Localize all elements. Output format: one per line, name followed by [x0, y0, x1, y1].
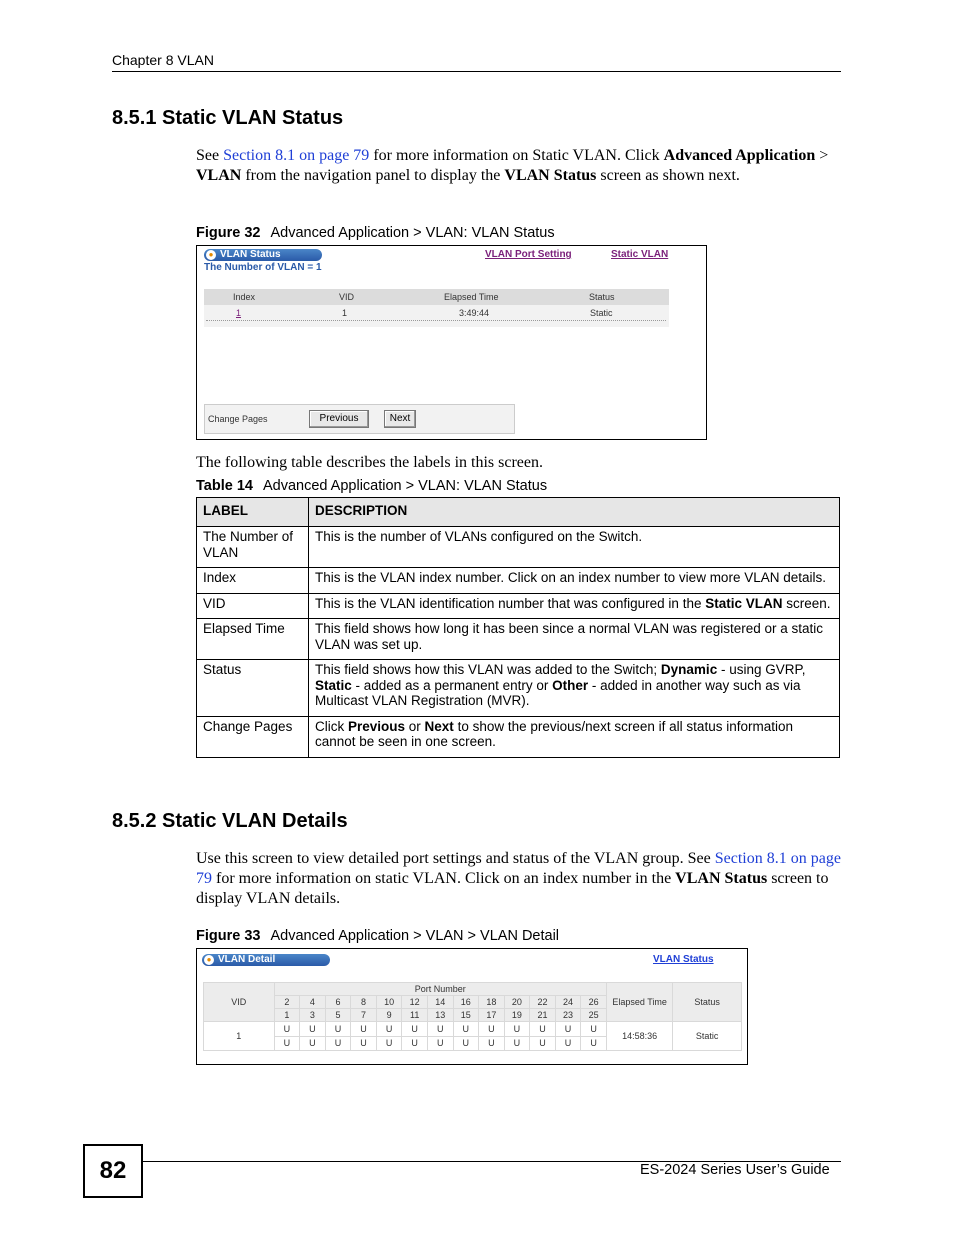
port-number-cell: 5 — [325, 1009, 351, 1022]
port-number-cell: 10 — [376, 996, 402, 1009]
static-vlan-link[interactable]: Static VLAN — [611, 249, 669, 260]
row-description: This field shows how long it has been since a normal VLAN was registered or a static VLAN was set up. — [309, 619, 840, 660]
section1-paragraph: See Section 8.1 on page 79 for more information on Static VLAN. Click Advanced Application > VLAN from the navigation panel to display the VLAN Status screen as shown next. — [196, 147, 829, 184]
port-number-cell: 18 — [479, 996, 505, 1009]
port-value-cell: U — [453, 1036, 479, 1051]
port-value-cell: U — [376, 1036, 402, 1051]
row-label: VID — [197, 593, 309, 619]
row-vid: 1 — [342, 308, 348, 318]
port-value-cell: U — [504, 1036, 530, 1051]
port-number-cell: 20 — [504, 996, 530, 1009]
vlan-detail-screen — [196, 948, 748, 1065]
port-value-cell: U — [325, 1022, 351, 1037]
port-number-cell: 6 — [325, 996, 351, 1009]
figure-32-caption: Figure 32 Advanced Application > VLAN: VLAN Status — [196, 225, 555, 241]
table-14-caption: Table 14 Advanced Application > VLAN: VLAN Status — [196, 478, 548, 494]
chapter-header: Chapter 8 VLAN — [112, 52, 214, 68]
detail-elapsed: 14:58:36 — [606, 1022, 672, 1051]
next-button[interactable]: Next — [384, 410, 416, 428]
table-header-row — [197, 498, 840, 527]
port-number-header: Port Number — [274, 983, 606, 996]
col-vid: VID — [339, 292, 355, 302]
section2-paragraph: Use this screen to view detailed port settings and status of the VLAN group. See Section 8.1 on page 79 for more information on static VLAN. Click on an index number in the VLAN Status screen to display VLAN details. — [196, 850, 841, 907]
previous-button[interactable]: Previous — [309, 410, 369, 428]
port-number-cell: 23 — [555, 1009, 581, 1022]
port-number-cell: 19 — [504, 1009, 530, 1022]
vlan-status-link[interactable]: VLAN Status — [653, 954, 714, 965]
row-label: Elapsed Time — [197, 619, 309, 660]
port-number-cell: 8 — [351, 996, 377, 1009]
port-number-cell: 16 — [453, 996, 479, 1009]
port-value-cell: U — [402, 1036, 428, 1051]
port-value-cell: U — [351, 1022, 377, 1037]
guide-title: ES-2024 Series User’s Guide — [640, 1162, 830, 1178]
header-rule — [112, 71, 841, 72]
row-divider — [206, 320, 666, 321]
port-value-cell: U — [504, 1022, 530, 1037]
status-tab-icon: ● — [206, 250, 216, 260]
section-heading-status: 8.5.1 Static VLAN Status — [112, 107, 344, 129]
port-value-cell: U — [581, 1036, 607, 1051]
vlan-port-setting-link[interactable]: VLAN Port Setting — [485, 249, 572, 260]
table-row — [197, 619, 840, 660]
vid-header: VID — [204, 983, 275, 1022]
port-value-cell: U — [300, 1036, 326, 1051]
port-number-cell: 25 — [581, 1009, 607, 1022]
port-value-cell: U — [274, 1036, 300, 1051]
port-value-cell: U — [530, 1022, 556, 1037]
change-pages-bar — [204, 404, 515, 434]
table-row — [197, 716, 840, 757]
port-values-row — [204, 1022, 742, 1037]
row-description: This is the VLAN index number. Click on an index number to view more VLAN details. — [309, 568, 840, 594]
detail-tab-icon: ● — [204, 955, 214, 965]
port-number-cell: 1 — [274, 1009, 300, 1022]
row-elapsed: 3:49:44 — [459, 308, 490, 318]
table-row — [197, 660, 840, 717]
section-8-1-link[interactable]: Section 8.1 on page 79 — [223, 147, 370, 164]
row-description: Click Previous or Next to show the previous/next screen if all status information cannot be seen in one screen. — [309, 716, 840, 757]
port-value-cell: U — [427, 1022, 453, 1037]
row-label: Index — [197, 568, 309, 594]
section-heading-details: 8.5.2 Static VLAN Details — [112, 810, 348, 832]
port-number-cell: 4 — [300, 996, 326, 1009]
row-description: This is the VLAN identification number that was configured in the Static VLAN screen. — [309, 593, 840, 619]
port-value-cell: U — [479, 1036, 505, 1051]
table-intro-text: The following table describes the labels in this screen. — [196, 454, 544, 471]
status-table-row — [204, 305, 669, 327]
status-header: Status — [673, 983, 742, 1022]
port-number-cell: 22 — [530, 996, 556, 1009]
port-value-cell: U — [530, 1036, 556, 1051]
port-number-cell: 12 — [402, 996, 428, 1009]
vlan-detail-table — [203, 982, 742, 1051]
vlan-count-text: The Number of VLAN = 1 — [204, 262, 322, 273]
row-description: This field shows how this VLAN was added to the Switch; Dynamic - using GVRP, Static - added as a permanent entry or Other - added in another way such as via Multicast VLAN Registration (MVR). — [309, 660, 840, 717]
row-label: The Number of VLAN — [197, 527, 309, 568]
row-description: This is the number of VLANs configured on the Switch. — [309, 527, 840, 568]
port-value-cell: U — [453, 1022, 479, 1037]
port-number-cell: 11 — [402, 1009, 428, 1022]
port-value-cell: U — [325, 1036, 351, 1051]
row-index-link[interactable]: 1 — [236, 308, 242, 318]
figure-33-caption: Figure 33 Advanced Application > VLAN > VLAN Detail — [196, 928, 560, 944]
change-pages-label: Change Pages — [208, 414, 268, 424]
col-elapsed-time: Elapsed Time — [444, 292, 499, 302]
header-description: DESCRIPTION — [309, 498, 840, 527]
col-status: Status — [589, 292, 615, 302]
elapsed-header: Elapsed Time — [606, 983, 672, 1022]
status-table-header — [204, 289, 669, 305]
vlan-status-tab: ● VLAN Status — [204, 249, 322, 261]
table-row — [197, 527, 840, 568]
description-table — [196, 497, 840, 758]
detail-status: Static — [673, 1022, 742, 1051]
port-value-cell: U — [351, 1036, 377, 1051]
port-value-cell: U — [402, 1022, 428, 1037]
port-number-cell: 9 — [376, 1009, 402, 1022]
row-status: Static — [590, 308, 613, 318]
port-number-cell: 15 — [453, 1009, 479, 1022]
port-value-cell: U — [555, 1022, 581, 1037]
port-number-cell: 24 — [555, 996, 581, 1009]
port-number-cell: 21 — [530, 1009, 556, 1022]
detail-vid: 1 — [204, 1022, 275, 1051]
row-label: Status — [197, 660, 309, 717]
port-value-cell: U — [427, 1036, 453, 1051]
vlan-detail-tab: ● VLAN Detail — [202, 954, 330, 966]
table-row — [197, 568, 840, 594]
section-8-1-link-2[interactable]: Section 8.1 on page 79 — [196, 850, 841, 887]
col-index: Index — [233, 292, 256, 302]
vlan-status-screen — [196, 245, 707, 440]
port-value-cell: U — [300, 1022, 326, 1037]
header-label: LABEL — [197, 498, 309, 527]
port-number-cell: 2 — [274, 996, 300, 1009]
port-value-cell: U — [581, 1022, 607, 1037]
port-number-cell: 3 — [300, 1009, 326, 1022]
port-value-cell: U — [376, 1022, 402, 1037]
page-number: 82 — [83, 1144, 143, 1198]
port-value-cell: U — [479, 1022, 505, 1037]
port-number-cell: 14 — [427, 996, 453, 1009]
port-value-cell: U — [274, 1022, 300, 1037]
port-header-row — [204, 983, 742, 996]
port-number-cell: 13 — [427, 1009, 453, 1022]
table-row — [197, 593, 840, 619]
port-value-cell: U — [555, 1036, 581, 1051]
port-number-cell: 17 — [479, 1009, 505, 1022]
port-number-cell: 26 — [581, 996, 607, 1009]
row-label: Change Pages — [197, 716, 309, 757]
port-number-cell: 7 — [351, 1009, 377, 1022]
